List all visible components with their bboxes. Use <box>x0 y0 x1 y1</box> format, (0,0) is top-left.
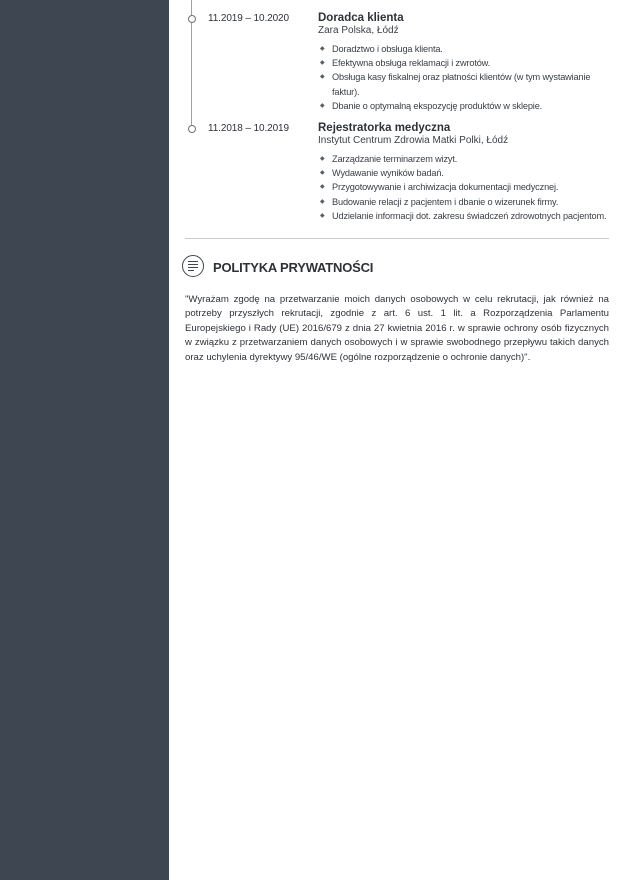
list-item <box>318 42 610 56</box>
duties-list <box>318 152 610 223</box>
section-title: POLITYKA PRYWATNOŚCI <box>213 260 374 275</box>
list-item <box>318 56 610 70</box>
job-company: Zara Polska, Łódź <box>318 25 399 36</box>
job-dates: 11.2018 – 10.2019 <box>208 123 289 134</box>
list-item <box>318 70 610 98</box>
duty-text: Budowanie relacji z pacjentem i dbanie o wizerunek firmy. <box>332 196 559 207</box>
privacy-consent-text: "Wyrażam zgodę na przetwarzanie moich danych osobowych w celu rekrutacji, jak również na potrzeby przyszłych rekrutacji, zgodnie z art. 6 ust. 1 lit. a Rozporządzenia Parlamentu Europejskiego i Rady (UE) 2016/679 z dnia 27 kwietnia 2016 r. w sprawie ochrony osób fizycznych w związku z przetwarzaniem danych osobowych i w sprawie swobodnego przepływu takich danych oraz uchylenia dyrektywy 95/46/WE (ogólne rozporządzenie o ochronie danych)". <box>185 294 609 363</box>
document-lines-icon <box>182 255 204 277</box>
list-item <box>318 166 610 180</box>
timeline-dot <box>188 125 196 133</box>
bullet-icon: ◆ <box>320 198 325 205</box>
list-item <box>318 209 610 223</box>
job-title: Doradca klienta <box>318 12 404 24</box>
duty-text: Doradztwo i obsługa klienta. <box>332 44 443 54</box>
bullet-icon: ◆ <box>320 60 325 67</box>
bullet-icon: ◆ <box>320 184 325 191</box>
section-divider <box>185 238 609 239</box>
bullet-icon: ◆ <box>320 156 325 162</box>
main-content <box>169 0 624 880</box>
duty-text: Przygotowywanie i archiwizacja dokumentacji medycznej. <box>332 182 559 193</box>
timeline-dot <box>188 15 196 23</box>
bullet-icon: ◆ <box>320 212 325 219</box>
bullet-icon: ◆ <box>320 170 325 177</box>
bullet-icon: ◆ <box>320 46 325 52</box>
duty-text: Obsługa kasy fiskalnej oraz płatności klientów (w tym wystawianie faktur). <box>332 72 591 97</box>
job-dates: 11.2019 – 10.2020 <box>208 13 289 24</box>
bullet-icon: ◆ <box>320 102 325 109</box>
sidebar-panel <box>0 0 169 880</box>
duty-text: Efektywna obsługa reklamacji i zwrotów. <box>332 58 491 69</box>
duty-text: Wydawanie wyników badań. <box>332 168 444 179</box>
list-item <box>318 180 610 194</box>
duty-text: Zarządzanie terminarzem wizyt. <box>332 154 458 164</box>
job-company: Instytut Centrum Zdrowia Matki Polki, Łódź <box>318 135 509 146</box>
duty-text: Dbanie o optymalną ekspozycję produktów w sklepie. <box>332 100 543 111</box>
bullet-icon: ◆ <box>320 74 325 81</box>
duties-list <box>318 42 610 113</box>
job-title: Rejestratorka medyczna <box>318 122 451 134</box>
list-item <box>318 99 610 113</box>
list-item <box>318 195 610 209</box>
list-item <box>318 152 610 166</box>
duty-text: Udzielanie informacji dot. zakresu świadczeń zdrowotnych pacjentom. <box>332 210 607 221</box>
